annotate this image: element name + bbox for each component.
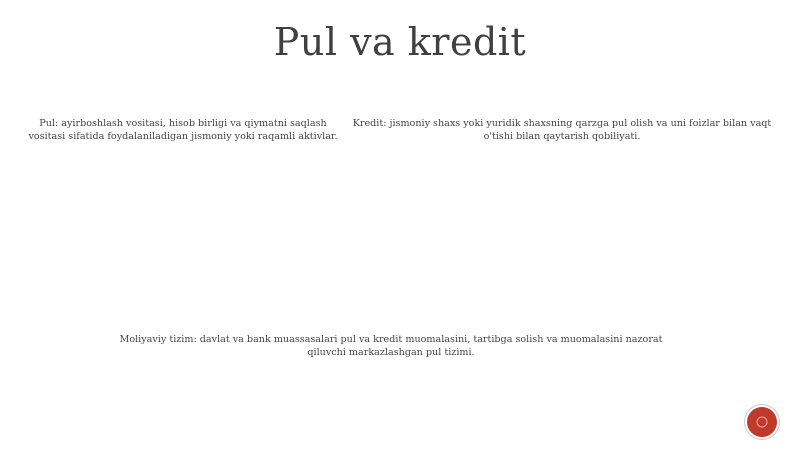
slide-title: Pul va kredit bbox=[273, 20, 527, 64]
definition-moliyaviy-tizim: Moliyaviy tizim: davlat va bank muassasalari pul va kredit muomalasini, tartibga solish va muomalasini nazorat qiluvchi markazlashgan pul tizimi. bbox=[119, 334, 663, 358]
circle-nav-icon bbox=[755, 415, 769, 429]
definition-kredit: Kredit: jismoniy shaxs yoki yuridik shaxsning qarzga pul olish va uni foizlar bilan vaqt o'tishi bilan qaytarish qobiliyati. bbox=[352, 118, 772, 142]
next-slide-button[interactable] bbox=[747, 407, 777, 437]
definition-pul: Pul: ayirboshlash vositasi, hisob birligi va qiymatni saqlash vositasi sifatida foydalaniladigan jismoniy yoki raqamli aktivlar. bbox=[28, 118, 338, 142]
